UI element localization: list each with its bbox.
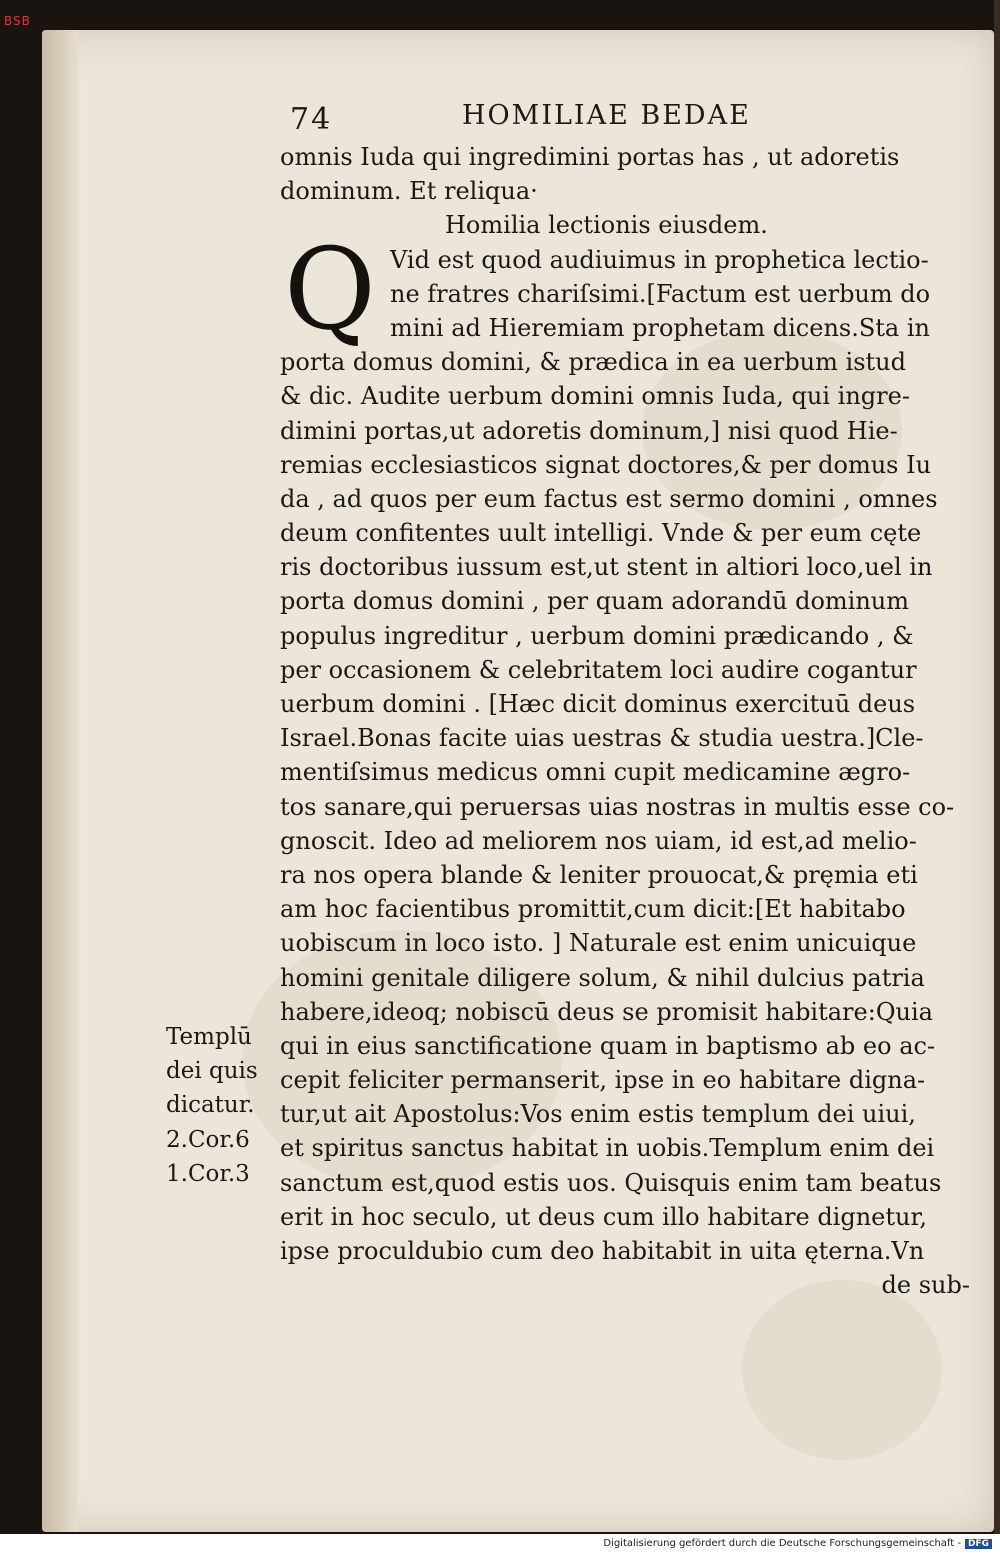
text-line: Vid est quod audiuimus in prophetica lectio- bbox=[390, 245, 929, 274]
text-line: porta domus domini , per quam adorandū dominum bbox=[280, 587, 910, 616]
library-label: BSB bbox=[4, 14, 31, 28]
text-line: cepit feliciter permanserit, ipse in eo habitare digna- bbox=[280, 1066, 926, 1095]
text-line: tur,ut ait Apostolus:Vos enim estis templum dei uiui, bbox=[280, 1100, 916, 1129]
text-line: ipse proculdubio cum deo habitabit in uita ęterna.Vn bbox=[280, 1237, 925, 1265]
marginal-note-line: dei quis bbox=[166, 1058, 258, 1085]
marginal-note-line: dicatur. bbox=[166, 1092, 255, 1119]
catchword: de sub- bbox=[881, 1271, 970, 1300]
drop-cap-initial: Q bbox=[284, 225, 376, 355]
text-line: populus ingreditur , uerbum domini prædicando , & bbox=[280, 621, 914, 650]
page-number: 74 bbox=[290, 102, 333, 137]
funding-credit-text: Digitalisierung gefördert durch die Deutsche Forschungsgemeinschaft - bbox=[603, 1538, 961, 1549]
text-line: erit in hoc seculo, ut deus cum illo habitare dignetur, bbox=[280, 1202, 927, 1231]
text-line: remias ecclesiasticos signat doctores,& per domus Iu bbox=[280, 450, 932, 479]
text-line: mentiſsimus medicus omni cupit medicamine ægro- bbox=[280, 758, 911, 787]
text-line: sanctum est,quod estis uos. Quisquis enim tam beatus bbox=[280, 1168, 942, 1197]
dfg-logo: DFG bbox=[965, 1539, 992, 1549]
text-line: per occasionem & celebritatem loci audire cogantur bbox=[280, 655, 917, 684]
text-line: & dic. Audite uerbum domini omnis Iuda, qui ingre- bbox=[280, 382, 910, 411]
text-line: qui in eius sanctificatione quam in baptismo ab eo ac- bbox=[280, 1031, 936, 1060]
text-line: habere,ideoq; nobiscū deus se promisit habitare:Quia bbox=[280, 997, 933, 1026]
text-line: omnis Iuda qui ingredimini portas has , ut adoretis bbox=[280, 143, 900, 171]
text-line: Israel.Bonas facite uias uestras & studia uestra.]Cle- bbox=[280, 724, 924, 753]
marginal-note-line: Templū bbox=[166, 1024, 252, 1050]
text-line: uerbum domini . [Hæc dicit dominus exercituū deus bbox=[280, 690, 916, 718]
text-line: dominum. Et reliqua· bbox=[280, 177, 538, 206]
running-title: HOMILIAE BEDAE bbox=[462, 100, 751, 131]
text-line: tos sanare,qui peruersas uias nostras in multis esse co- bbox=[280, 792, 955, 821]
text-line: am hoc facientibus promittit,cum dicit:[Et habitabo bbox=[280, 895, 906, 924]
section-heading: Homilia lectionis eiusdem. bbox=[445, 211, 768, 240]
marginal-note-line: 1.Cor.3 bbox=[166, 1160, 250, 1187]
text-line: ris doctoribus iussum est,ut stent in altiori loco,uel in bbox=[280, 553, 933, 582]
text-line: gnoscit. Ideo ad meliorem nos uiam, id est,ad melio- bbox=[280, 826, 917, 855]
text-line: et spiritus sanctus habitat in uobis.Templum enim dei bbox=[280, 1134, 935, 1163]
text-line: dimini portas,ut adoretis dominum,] nisi quod Hie- bbox=[280, 416, 898, 445]
text-line: porta domus domini, & prædica in ea uerbum istud bbox=[280, 348, 906, 377]
funding-credit bbox=[603, 1538, 992, 1549]
main-text bbox=[280, 140, 970, 1302]
scan-border bbox=[994, 0, 1000, 1554]
marginal-note-line: 2.Cor.6 bbox=[166, 1126, 250, 1153]
text-line: mini ad Hieremiam prophetam dicens.Sta in bbox=[390, 313, 930, 342]
text-line: uobiscum in loco isto. ] Naturale est enim unicuique bbox=[280, 929, 917, 958]
text-line: ra nos opera blande & leniter prouocat,& pręmia eti bbox=[280, 860, 918, 889]
text-line: homini genitale diligere solum, & nihil dulcius patria bbox=[280, 963, 925, 992]
text-line: ne fratres chariſsimi.[Factum est uerbum do bbox=[390, 279, 931, 308]
marginal-note bbox=[166, 1020, 281, 1191]
text-line: da , ad quos per eum factus est sermo domini , omnes bbox=[280, 484, 938, 513]
text-line: deum confitentes uult intelligi. Vnde & per eum cęte bbox=[280, 519, 922, 548]
page-gutter bbox=[42, 30, 78, 1532]
